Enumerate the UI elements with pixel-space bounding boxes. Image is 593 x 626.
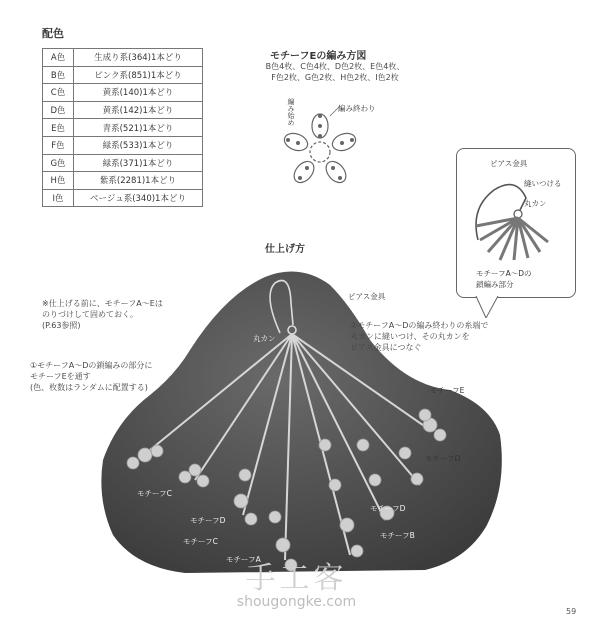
finish-note: ※仕上げる前に、モチーフA～Eは のりづけして固めておく。 (P.63参照) xyxy=(42,299,163,330)
color-table-title: 配色 xyxy=(42,27,64,40)
watermark-brand: 手工客 xyxy=(245,561,348,596)
page-number: 59 xyxy=(566,607,577,616)
color-row: C色 黄系(140)1本どり xyxy=(43,84,203,102)
motif-e-start-label: 編み始め xyxy=(287,98,295,126)
motif-label: モチーフA xyxy=(226,555,261,564)
color-row: H色 紫系(2281)1本どり xyxy=(43,172,203,190)
detail-sew-label: 縫いつける xyxy=(524,179,562,188)
motif-label: モチーフD xyxy=(190,516,226,525)
finish-earring-label: ピアス金具 xyxy=(348,292,386,301)
finish-step-2: ②モチーフA～Dの編み終わりの糸端で 丸カンに縫いつけ、その丸カンを ピアス金具につなぐ xyxy=(350,321,489,352)
color-table xyxy=(42,48,203,207)
color-row: F色 緑系(533)1本どり xyxy=(43,136,203,154)
color-row: D色 黄系(142)1本どり xyxy=(43,101,203,119)
color-row: B色 ピンク系(851)1本どり xyxy=(43,66,203,84)
motif-label: モチーフB xyxy=(380,531,415,540)
finish-ring-label: 丸カン xyxy=(253,334,276,343)
motif-e-counts: B色4枚、C色4枚、D色2枚、E色4枚、 F色2枚、G色2枚、H色2枚、I色2枚 xyxy=(265,62,405,82)
detail-chain-label: モチーフA～Dの 鎖編み部分 xyxy=(476,269,532,289)
motif-e-title: モチーフEの編み方図 xyxy=(270,51,367,62)
color-row: A色 生成り系(364)1本どり xyxy=(43,49,203,67)
motif-label: モチーフE xyxy=(430,386,465,395)
motif-e-end-label: 編み終わり xyxy=(338,104,376,113)
finish-title: 仕上げ方 xyxy=(265,244,305,255)
motif-label: モチーフC xyxy=(137,489,172,498)
motif-label: モチーフC xyxy=(183,537,218,546)
motif-label: モチーフD xyxy=(425,454,461,463)
detail-ring-label: 丸カン xyxy=(524,199,547,208)
motif-label: モチーフD xyxy=(370,504,406,513)
color-row: E色 青系(521)1本どり xyxy=(43,119,203,137)
detail-earring-label: ピアス金具 xyxy=(490,159,528,168)
color-row: G色 緑系(371)1本どり xyxy=(43,154,203,172)
watermark-url: shougongke.com xyxy=(236,594,357,610)
color-row: I色 ベージュ系(340)1本どり xyxy=(43,189,203,207)
finish-step-1: ①モチーフA～Dの鎖編みの部分に モチーフEを通す (色、枚数はランダムに配置する) xyxy=(30,361,153,392)
